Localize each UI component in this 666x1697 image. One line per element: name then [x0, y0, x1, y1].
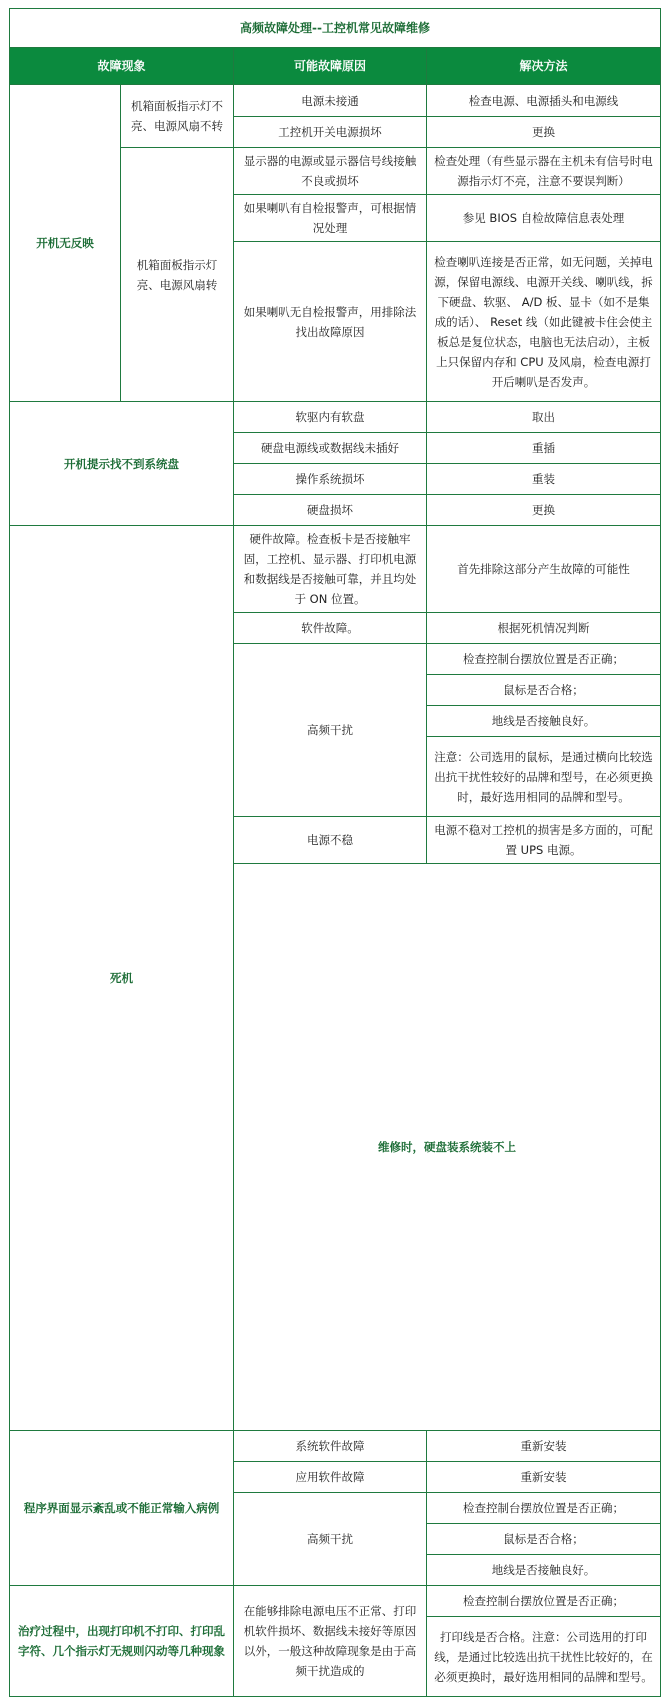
solution-cell: 地线是否接触良好。	[427, 1555, 661, 1586]
solution-cell: 鼠标是否合格；	[427, 1524, 661, 1555]
solution-cell: 注意：公司选用的鼠标，是通过横向比较选出抗干扰性较好的品牌和型号，在必须更换时，最好选用相同的品牌和型号。	[427, 737, 661, 817]
sub-phenomenon-cell: 机箱面板指示灯亮、电源风扇转	[121, 148, 234, 402]
solution-cell: 重装	[427, 464, 661, 495]
solution-cell: 电源不稳对工控机的损害是多方面的，可配置 UPS 电源。	[427, 817, 661, 864]
solution-cell: 重新安装	[427, 1431, 661, 1462]
table-row	[10, 1431, 661, 1462]
cause-cell: 电源不稳	[234, 817, 427, 864]
solution-cell: 打印线是否合格。注意：公司选用的打印线，是通过比较选出抗干扰性比较好的，在必须更换时，最好选用相同的品牌和型号。	[427, 1617, 661, 1697]
header-solution: 解决方法	[427, 48, 661, 85]
solution-cell: 取出	[427, 402, 661, 433]
solution-cell: 更换	[427, 117, 661, 148]
header-phenomenon: 故障现象	[10, 48, 234, 85]
solution-cell: 根据死机情况判断	[427, 613, 661, 644]
cause-cell: 工控机开关电源损坏	[234, 117, 427, 148]
solution-cell: 检查控制台摆放位置是否正确；	[427, 644, 661, 675]
solution-cell: 重新安装	[427, 1462, 661, 1493]
table-row	[10, 1586, 661, 1617]
solution-cell: 检查喇叭连接是否正常，如无问题，关掉电源，保留电源线、电源开关线、喇叭线，拆下硬盘、软驱、 A/D 板、显卡（如不是集成的话）、 Reset 线（如此键被卡住会使主板总是复位状态，电脑也无法启动），主板上只保留内存和 CPU 及风扇，检查电源打开后喇叭是否发声。	[427, 242, 661, 402]
fault-table	[9, 8, 661, 1697]
cause-cell: 如果喇叭无自检报警声，用排除法找出故障原因	[234, 242, 427, 402]
cause-cell: 显示器的电源或显示器信号线接触不良或损坏	[234, 148, 427, 195]
solution-cell: 鼠标是否合格；	[427, 675, 661, 706]
solution-cell: 检查控制台摆放位置是否正确；	[427, 1493, 661, 1524]
cause-cell: 操作系统损坏	[234, 464, 427, 495]
cause-cell: 系统软件故障	[234, 1431, 427, 1462]
table-row	[10, 402, 661, 433]
solution-cell: 地线是否接触良好。	[427, 706, 661, 737]
cause-cell: 如果喇叭有自检报警声，可根据情况处理	[234, 195, 427, 242]
cause-cell: 应用软件故障	[234, 1462, 427, 1493]
solution-cell: 检查处理（有些显示器在主机未有信号时电源指示灯不亮，注意不要误判断）	[427, 148, 661, 195]
table-row	[10, 85, 661, 117]
sub-phenomenon-cell: 机箱面板指示灯不亮、电源风扇不转	[121, 85, 234, 148]
solution-cell: 首先排除这部分产生故障的可能性	[427, 526, 661, 613]
phenomenon-cell: 治疗过程中，出现打印机不打印、打印乱字符、几个指示灯无规则闪动等几种现象	[10, 1586, 234, 1697]
cause-cell: 硬盘电源线或数据线未插好	[234, 433, 427, 464]
cause-cell: 软件故障。	[234, 613, 427, 644]
phenomenon-cell: 开机无反映	[10, 85, 121, 402]
cause-cell: 高频干扰	[234, 644, 427, 817]
cause-cell: 电源未接通	[234, 85, 427, 117]
solution-cell: 重插	[427, 433, 661, 464]
cause-cell: 在能够排除电源电压不正常、打印机软件损坏、数据线未接好等原因以外，一般这种故障现象是由于高频干扰造成的	[234, 1586, 427, 1697]
solution-cell: 检查电源、电源插头和电源线	[427, 85, 661, 117]
cause-cell: 高频干扰	[234, 1493, 427, 1586]
table-title: 高频故障处理--工控机常见故障维修	[10, 9, 661, 48]
solution-cell: 检查控制台摆放位置是否正确；	[427, 1586, 661, 1617]
solution-cell: 参见 BIOS 自检故障信息表处理	[427, 195, 661, 242]
cause-cell: 软驱内有软盘	[234, 402, 427, 433]
phenomenon-cell: 开机提示找不到系统盘	[10, 402, 234, 526]
phenomenon-cell: 程序界面显示紊乱或不能正常输入病例	[10, 1431, 234, 1586]
phenomenon-cell: 死机	[10, 526, 234, 1431]
cause-cell: 硬盘损坏	[234, 495, 427, 526]
cause-cell: 硬件故障。检查板卡是否接触牢固，工控机、显示器、打印机电源和数据线是否接触可靠，并且均处于 ON 位置。	[234, 526, 427, 613]
table-row	[10, 526, 661, 613]
phenomenon-cell: 维修时，硬盘装系统装不上	[234, 864, 661, 1431]
solution-cell: 更换	[427, 495, 661, 526]
header-cause: 可能故障原因	[234, 48, 427, 85]
